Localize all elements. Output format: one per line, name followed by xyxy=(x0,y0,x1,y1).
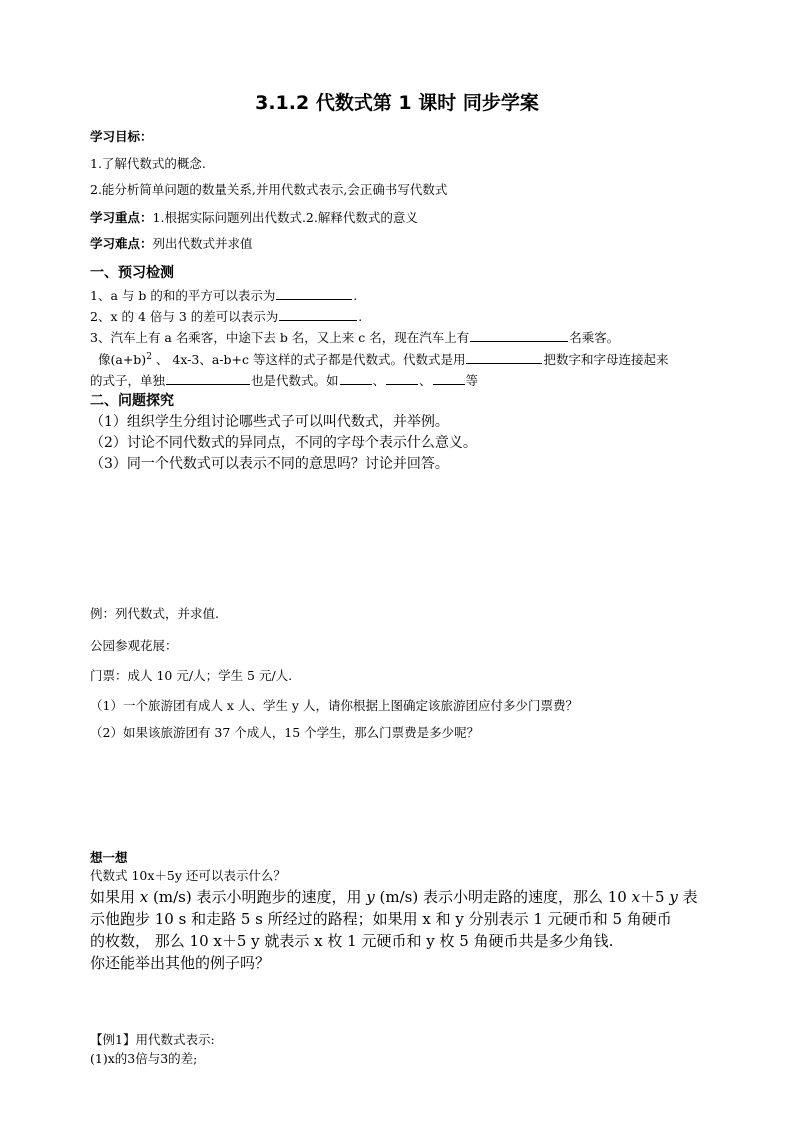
section1-heading: 一、预习检测 xyxy=(90,265,174,281)
inquiry-item-1: （1）组织学生分组讨论哪些式子可以叫代数式，并举例。 xyxy=(90,414,449,430)
think-heading: 想一想 xyxy=(90,850,128,865)
think-line-5: 你还能举出其他的例子吗？ xyxy=(90,954,271,972)
examples-mid: 也是代数式。如 xyxy=(251,373,339,388)
answer-blank[interactable] xyxy=(466,362,542,364)
algebraic-expression-examples xyxy=(90,371,478,389)
park-flower-show: 公园参观花展： xyxy=(90,638,178,653)
key-point-label: 学习重点： xyxy=(90,210,153,225)
think-line-1: 代数式 10x＋5y 还可以表示什么？ xyxy=(90,868,286,883)
definition-mid: 、 4x-3、a-b+c 等这样的式子都是代数式。代数式是用 xyxy=(151,352,466,367)
variable-y: y xyxy=(366,888,375,906)
example1-heading: 【例1】用代数式表示: xyxy=(90,1032,215,1047)
inquiry-item-3: （3）同一个代数式可以表示不同的意思吗？讨论并回答。 xyxy=(90,456,449,472)
example-question-2: （2）如果该旅游团有 37 个成人，15 个学生，那么门票费是多少呢？ xyxy=(90,725,480,740)
difficulty-text: 列出代数式并求值 xyxy=(152,236,253,251)
preview-question-1 xyxy=(90,286,357,304)
preview-q2-text: 2、x 的 4 倍与 3 的差可以表示为 xyxy=(90,309,279,324)
preview-q2-end: . xyxy=(358,309,363,324)
think-line-2-part-c: (m/s) 表示小明走路的速度，那么 10 xyxy=(374,888,632,906)
objective-item-2: 2.能分析简单问题的数量关系,并用代数式表示,会正确书写代数式 xyxy=(90,182,448,197)
exponent: 2 xyxy=(146,351,152,362)
think-line-2-part-d: ＋5 xyxy=(640,888,670,906)
algebraic-expression-definition xyxy=(98,350,668,368)
variable-x: x xyxy=(139,888,149,906)
answer-blank[interactable] xyxy=(470,340,568,342)
preview-q1-end: . xyxy=(353,288,358,303)
answer-blank[interactable] xyxy=(433,383,465,385)
key-point-text: 1.根据实际问题列出代数式.2.解释代数式的意义 xyxy=(152,210,418,225)
preview-q3-text: 3、汽车上有 a 名乘客，中途下去 b 名，又上来 c 名，现在汽车上有 xyxy=(90,330,470,345)
answer-blank[interactable] xyxy=(276,298,352,300)
preview-q1-text: 1、a 与 b 的和的平方可以表示为 xyxy=(90,288,276,303)
think-line-2 xyxy=(90,886,698,907)
key-point xyxy=(90,208,418,226)
difficulty-label: 学习难点： xyxy=(90,236,153,251)
preview-question-2 xyxy=(90,307,362,325)
think-line-4: 的枚数， 那么 10 x＋5 y 就表示 x 枚 1 元硬币和 y 枚 5 角硬币共是多少角钱. xyxy=(90,932,614,950)
variable-y: y xyxy=(669,888,678,906)
examples-end: 等 xyxy=(465,373,479,388)
objective-item-1: 1.了解代数式的概念. xyxy=(90,156,206,171)
think-line-2-part-e: 表 xyxy=(677,888,698,906)
variable-x: x xyxy=(631,888,641,906)
ticket-prices: 门票：成人 10 元/人；学生 5 元/人. xyxy=(90,668,293,683)
answer-blank[interactable] xyxy=(340,383,372,385)
definition-end: 把数字和字母连接起来 xyxy=(543,352,669,367)
think-line-2-part-b: (m/s) 表示小明跑步的速度，用 xyxy=(148,888,367,906)
difficulty xyxy=(90,234,253,252)
think-line-2-part-a: 如果用 xyxy=(90,888,140,906)
example-question-1: （1）一个旅游团有成人 x 人、学生 y 人，请你根据上图确定该旅游团应付多少门票费？ xyxy=(90,698,578,713)
section2-heading: 二、问题探究 xyxy=(90,393,174,409)
think-line-3: 示他跑步 10 s 和走路 5 s 所经过的路程；如果用 x 和 y 分别表示 1 元硬币和 5 角硬币 xyxy=(90,910,672,928)
examples-start: 的式子，单独 xyxy=(90,373,166,388)
example1-item-1: (1)x的3倍与3的差; xyxy=(90,1051,198,1066)
preview-q3-end: 名乘客。 xyxy=(569,330,620,345)
answer-blank[interactable] xyxy=(279,319,357,321)
answer-blank[interactable] xyxy=(386,383,418,385)
examples-sep-2: 、 xyxy=(419,373,432,388)
preview-question-3 xyxy=(90,328,619,346)
definition-start: 像(a+b) xyxy=(98,352,147,367)
page-title: 3.1.2 代数式第 1 课时 同步学案 xyxy=(255,92,539,114)
answer-blank[interactable] xyxy=(166,383,250,385)
example-intro: 例：列代数式，并求值. xyxy=(90,606,219,621)
objectives-heading: 学习目标： xyxy=(90,129,153,144)
examples-sep-1: 、 xyxy=(372,373,386,388)
inquiry-item-2: （2）讨论不同代数式的异同点，不同的字母个表示什么意义。 xyxy=(90,435,477,451)
